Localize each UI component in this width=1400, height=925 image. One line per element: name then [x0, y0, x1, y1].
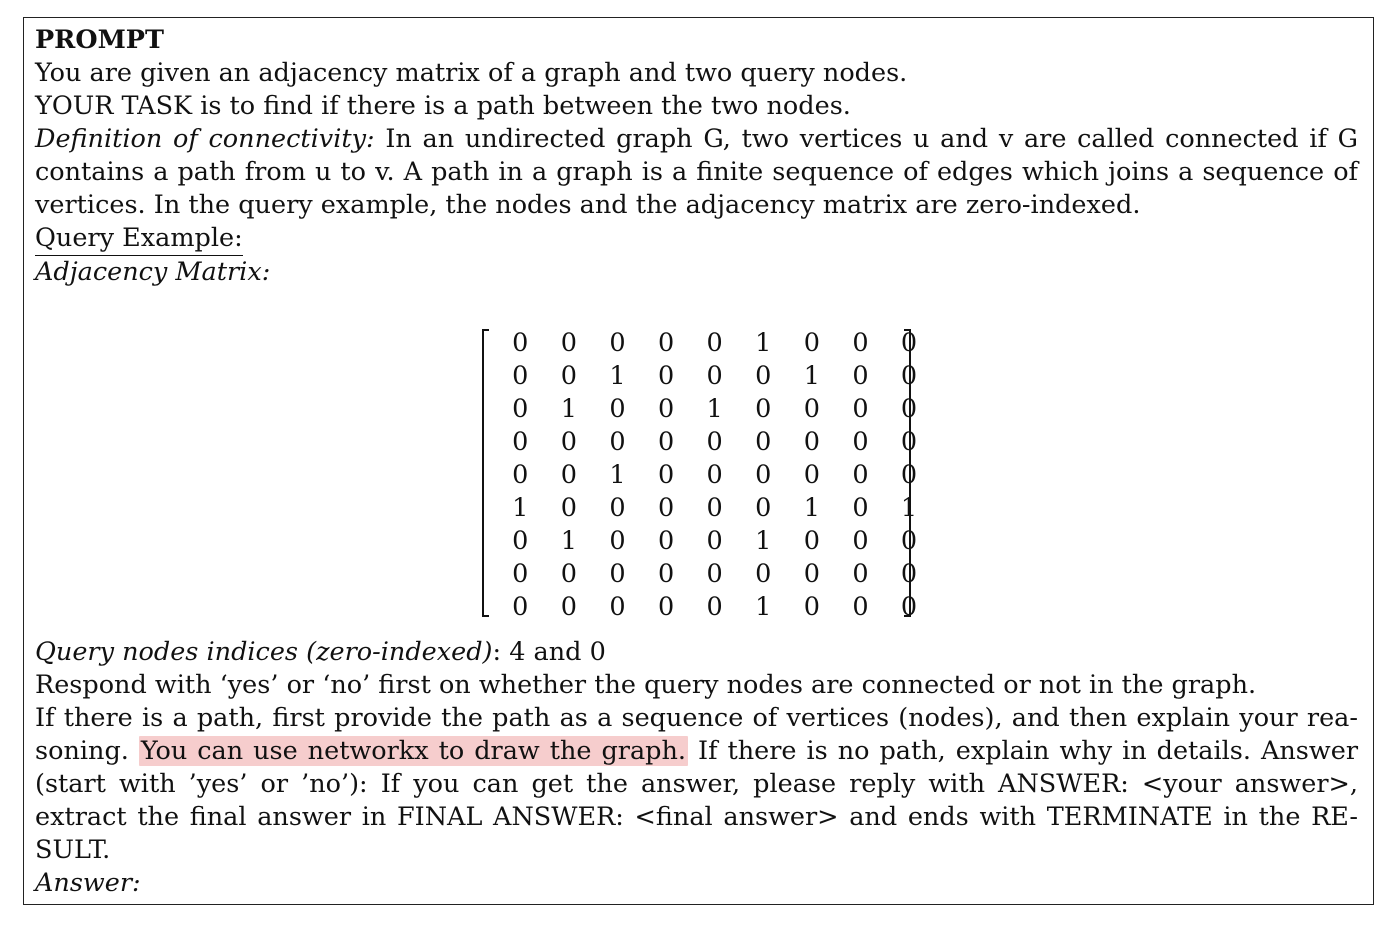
matrix-cell: 0 — [706, 559, 723, 589]
path-line-3: (start with ’yes’ or ’no’): If you can get the answer, please reply with ANSWER: <your answer>, — [35, 769, 1358, 799]
definition-line-1 — [35, 123, 1358, 156]
matrix-cell: 0 — [609, 394, 626, 424]
matrix-cell: 0 — [560, 592, 577, 622]
definition-line-3: vertices. In the query example, the nodes and the adjacency matrix are zero-indexed. — [35, 190, 1141, 220]
path-line-2a: soning. — [35, 736, 129, 766]
matrix-cell: 0 — [852, 328, 869, 358]
matrix-cell: 0 — [852, 394, 869, 424]
path-line-5: SULT. — [35, 835, 111, 865]
highlighted-text: You can use networkx to draw the graph. — [140, 736, 687, 766]
matrix-cell: 0 — [706, 427, 723, 457]
matrix-cell: 0 — [657, 526, 675, 556]
matrix-left-bracket — [482, 329, 489, 617]
matrix-cell: 0 — [900, 394, 918, 424]
matrix-cell: 1 — [755, 526, 772, 556]
matrix-cell: 0 — [657, 394, 675, 424]
matrix-cell: 0 — [755, 460, 772, 490]
query-example-label: Query Example: — [35, 223, 243, 256]
matrix-cell: 0 — [755, 427, 772, 457]
matrix-cell: 0 — [900, 460, 918, 490]
matrix-cell: 0 — [852, 559, 869, 589]
matrix-cell: 0 — [657, 592, 675, 622]
matrix-cell: 0 — [609, 427, 626, 457]
query-nodes-label: Query nodes indices (zero-indexed) — [35, 637, 493, 667]
matrix-cell: 0 — [852, 526, 869, 556]
matrix-cell: 0 — [512, 460, 529, 490]
path-line-2b: If there is no path, explain why in details. Answer — [698, 736, 1359, 766]
matrix-cell: 1 — [512, 493, 529, 523]
intro-line-1: You are given an adjacency matrix of a graph and two query nodes. — [35, 58, 908, 88]
matrix-cell: 0 — [657, 559, 675, 589]
matrix-cell: 0 — [560, 559, 577, 589]
prompt-title: PROMPT — [35, 25, 164, 55]
matrix-cell: 0 — [900, 328, 918, 358]
matrix-cell: 0 — [900, 526, 918, 556]
matrix-cell: 0 — [706, 328, 723, 358]
matrix-cell: 0 — [755, 394, 772, 424]
matrix-cell: 0 — [512, 559, 529, 589]
matrix-cell: 0 — [900, 592, 918, 622]
matrix-cell: 0 — [657, 460, 675, 490]
matrix-right-bracket — [904, 329, 911, 617]
matrix-cell: 0 — [900, 361, 918, 391]
matrix-cell: 1 — [560, 394, 577, 424]
matrix-cell: 0 — [706, 592, 723, 622]
matrix-cell: 1 — [609, 361, 626, 391]
prompt-box — [23, 17, 1374, 905]
matrix-grid — [496, 327, 933, 624]
matrix-cell: 0 — [852, 592, 869, 622]
matrix-cell: 0 — [803, 592, 820, 622]
matrix-cell: 0 — [852, 460, 869, 490]
matrix-cell: 0 — [609, 559, 626, 589]
matrix-cell: 0 — [560, 493, 577, 523]
matrix-cell: 0 — [706, 460, 723, 490]
matrix-cell: 0 — [803, 328, 820, 358]
matrix-cell: 0 — [657, 427, 675, 457]
matrix-cell: 0 — [609, 526, 626, 556]
intro-line-2: YOUR TASK is to find if there is a path between the two nodes. — [35, 91, 851, 121]
path-line-1: If there is a path, first provide the path as a sequence of vertices (nodes), and then explain your rea- — [35, 703, 1358, 733]
matrix-cell: 1 — [609, 460, 626, 490]
matrix-cell: 0 — [755, 493, 772, 523]
definition-line-2: contains a path from u to v. A path in a graph is a finite sequence of edges which joins a sequence of — [35, 157, 1358, 187]
matrix-cell: 0 — [803, 526, 820, 556]
matrix-cell: 0 — [706, 493, 723, 523]
matrix-cell: 0 — [706, 526, 723, 556]
path-line-2 — [35, 735, 1358, 768]
matrix-cell: 0 — [609, 493, 626, 523]
matrix-cell: 0 — [803, 427, 820, 457]
matrix-cell: 0 — [657, 328, 675, 358]
respond-line: Respond with ‘yes’ or ‘no’ first on whether the query nodes are connected or not in the graph. — [35, 670, 1257, 700]
matrix-cell: 0 — [512, 592, 529, 622]
matrix-cell: 0 — [560, 427, 577, 457]
matrix-cell: 1 — [560, 526, 577, 556]
definition-text-1: In an undirected graph G, two vertices u and v are called connected if G — [385, 124, 1358, 154]
matrix-cell: 0 — [803, 394, 820, 424]
matrix-cell: 0 — [706, 361, 723, 391]
matrix-cell: 0 — [803, 559, 820, 589]
matrix-cell: 1 — [755, 592, 772, 622]
matrix-cell: 1 — [706, 394, 723, 424]
matrix-cell: 0 — [803, 460, 820, 490]
matrix-cell: 0 — [657, 361, 675, 391]
answer-label: Answer: — [35, 868, 141, 898]
matrix-cell: 0 — [900, 559, 918, 589]
matrix-cell: 1 — [803, 361, 820, 391]
query-example-line — [35, 222, 1358, 256]
prompt-content — [35, 24, 1358, 289]
matrix-cell: 0 — [560, 460, 577, 490]
matrix-cell: 1 — [900, 493, 918, 523]
matrix-cell: 0 — [755, 361, 772, 391]
matrix-cell: 0 — [560, 361, 577, 391]
matrix-cell: 0 — [609, 328, 626, 358]
query-nodes-value: : 4 and 0 — [492, 637, 606, 667]
matrix-cell: 0 — [852, 427, 869, 457]
matrix-cell: 0 — [560, 328, 577, 358]
prompt-content-lower — [35, 636, 1358, 900]
matrix-cell: 0 — [852, 493, 869, 523]
matrix-cell: 0 — [512, 328, 529, 358]
matrix-cell: 0 — [900, 427, 918, 457]
path-line-4: extract the final answer in FINAL ANSWER: <final answer> and ends with TERMINATE in the RE- — [35, 802, 1358, 832]
matrix-cell: 1 — [755, 328, 772, 358]
matrix-cell: 0 — [657, 493, 675, 523]
adjacency-label: Adjacency Matrix: — [35, 257, 271, 287]
matrix-cell: 0 — [755, 559, 772, 589]
matrix-cell: 0 — [512, 427, 529, 457]
matrix-cell: 1 — [803, 493, 820, 523]
matrix-cell: 0 — [512, 526, 529, 556]
definition-label: Definition of connectivity: — [35, 124, 375, 154]
adjacency-matrix — [482, 327, 918, 623]
matrix-cell: 0 — [609, 592, 626, 622]
matrix-cell: 0 — [512, 361, 529, 391]
matrix-cell: 0 — [512, 394, 529, 424]
matrix-cell: 0 — [852, 361, 869, 391]
query-nodes-line — [35, 636, 1358, 669]
